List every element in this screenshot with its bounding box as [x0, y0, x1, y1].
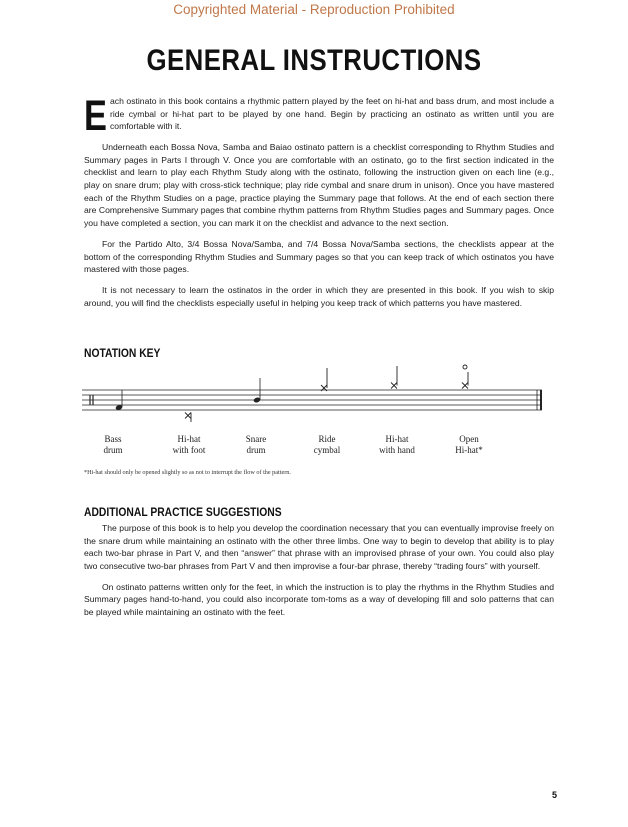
notation-footnote: *Hi-hat should only be opened slightly so as not to interrupt the flow of the pattern. — [84, 469, 291, 476]
label-hihat-hand: Hi-hat with hand — [379, 434, 415, 455]
notation-staff — [78, 362, 548, 426]
drop-cap: E — [84, 92, 107, 140]
label-bass-drum: Bass drum — [103, 434, 123, 455]
additional-practice-heading: ADDITIONAL PRACTICE SUGGESTIONS — [84, 505, 282, 519]
bass-drum-note — [115, 390, 123, 411]
snare-drum-note — [253, 378, 261, 403]
paragraph-skip-around: It is not necessary to learn the ostinatos in the order in which they are presented in this book. If you wish to skip around, you will find the checklists especially useful in helping you keep track of which patterns you have mastered. — [84, 285, 554, 308]
label-snare-drum: Snare drum — [245, 434, 267, 455]
paragraph-improvise: The purpose of this book is to help you develop the coordination necessary that you can eventually improvise freely on the snare drum while maintaining an ostinato with the other three limbs. One way to begin to develop that ability is to play each two-bar phrase in Part V, and then “answer” that phrase with an improvised phrase of your own. You could also play two consecutive two-bar phrases from Part V and then improvise a four-bar phrase, thereby “trading fours” with yourself. — [84, 523, 554, 571]
general-instructions-body — [84, 92, 554, 318]
ride-cymbal-note — [321, 368, 327, 391]
hihat-foot-note — [185, 413, 191, 423]
label-hihat-foot: Hi-hat with foot — [172, 434, 206, 455]
intro-paragraph — [84, 92, 554, 140]
page-title: GENERAL INSTRUCTIONS — [146, 44, 482, 77]
page-number: 5 — [552, 790, 558, 800]
label-ride-cymbal: Ride cymbal — [313, 434, 341, 455]
hihat-hand-note — [391, 366, 397, 389]
paragraph-partido-alto: For the Partido Alto, 3/4 Bossa Nova/Samba, and 7/4 Bossa Nova/Samba sections, the checklists appear at the bottom of the corresponding Rhythm Studies and Summary pages so that you can keep track of which ostinatos you have mastered with those pages. — [84, 238, 554, 275]
open-hihat-note — [462, 365, 468, 389]
additional-practice-body — [84, 522, 554, 627]
label-open-hihat: Open Hi-hat* — [455, 434, 483, 455]
notation-key-heading: NOTATION KEY — [84, 346, 161, 360]
copyright-watermark: Copyrighted Material - Reproduction Prohibited — [173, 2, 455, 17]
intro-text: ach ostinato in this book contains a rhythmic pattern played by the feet on hi-hat and bass drum, and most include a ride cymbal or hi-hat part to be played by one hand. Begin by practicing an ostinato as written until you are comfortable with it. — [110, 96, 554, 132]
staff-lines — [82, 390, 542, 410]
paragraph-tom-toms: On ostinato patterns written only for the feet, in which the instruction is to play the rhythms in the Rhythm Studies and Summary pages hand-to-hand, you could also incorporate tom-toms as a way of developing fill and solo patterns that can be played while maintaining an ostinato with the feet. — [84, 581, 554, 618]
paragraph-checklist: Underneath each Bossa Nova, Samba and Baiao ostinato pattern is a checklist corresponding to Rhythm Studies and Summary pages in Parts I through V. Once you are comfortable with an ostinato, go to the first section indicated in the checklist and learn to play each Rhythm Study along with the ostinato, following the instruction given on each line (e.g., play on snare drum; play with cross-stick technique; play ride cymbal and snare drum in unison). Once you have mastered each of the Rhythm Studies on a page, practice playing the Summary page that follows. At the end of each section there are Comprehensive Summary pages that combine rhythm patterns from Rhythm Studies pages and Summary pages. Once you have completed a section, you can mark it on the checklist and advance to the next section. — [84, 142, 554, 228]
